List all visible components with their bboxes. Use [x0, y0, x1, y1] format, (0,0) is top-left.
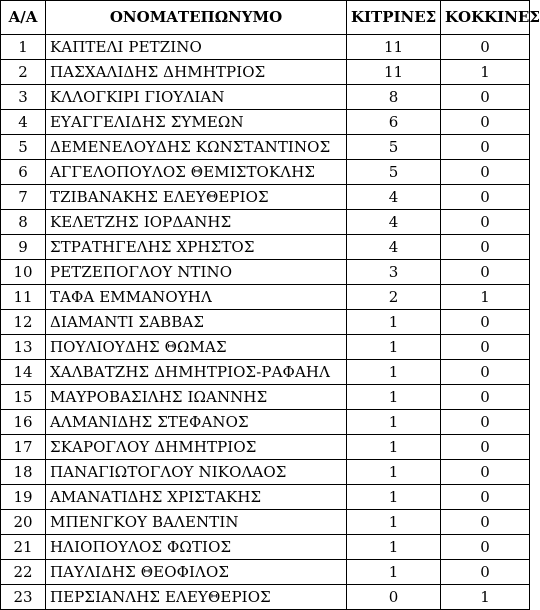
player-name: ΚΛΛΟΓΚΙΡΙ ΓΙΟΥΛΙΑΝ — [46, 85, 347, 110]
table-row — [1, 110, 530, 135]
table-header — [1, 1, 540, 35]
red-cards-count: 0 — [441, 360, 530, 385]
player-name: ΜΑΥΡΟΒΑΣΙΛΗΣ ΙΩΑΝΝΗΣ — [46, 385, 347, 410]
table-row — [1, 60, 530, 85]
red-cards-count: 0 — [441, 135, 530, 160]
yellow-cards-count: 1 — [347, 460, 441, 485]
player-name: ΤΑΦΑ ΕΜΜΑΝΟΥΗΛ — [46, 285, 347, 310]
table-row — [1, 460, 530, 485]
row-number: 1 — [1, 35, 46, 60]
table-row — [1, 510, 530, 535]
yellow-cards-count: 1 — [347, 435, 441, 460]
red-cards-count: 0 — [441, 160, 530, 185]
table-row — [1, 260, 530, 285]
table-row — [1, 310, 530, 335]
red-cards-count: 1 — [441, 60, 530, 85]
yellow-cards-count: 8 — [347, 85, 441, 110]
table-row — [1, 210, 530, 235]
player-name: ΗΛΙΟΠΟΥΛΟΣ ΦΩΤΙΟΣ — [46, 535, 347, 560]
red-cards-count: 1 — [441, 585, 530, 610]
table-row — [1, 235, 530, 260]
player-name: ΠΟΥΛΙΟΥΔΗΣ ΘΩΜΑΣ — [46, 335, 347, 360]
yellow-cards-count: 11 — [347, 35, 441, 60]
row-number: 6 — [1, 160, 46, 185]
row-number: 17 — [1, 435, 46, 460]
red-cards-count: 0 — [441, 460, 530, 485]
table-row — [1, 160, 530, 185]
player-name: ΡΕΤΖΕΠΟΓΛΟΥ ΝΤΙΝΟ — [46, 260, 347, 285]
yellow-cards-count: 5 — [347, 135, 441, 160]
table-row — [1, 385, 530, 410]
player-name: ΣΚΑΡΟΓΛΟΥ ΔΗΜΗΤΡΙΟΣ — [46, 435, 347, 460]
red-cards-count: 0 — [441, 110, 530, 135]
yellow-cards-count: 6 — [347, 110, 441, 135]
row-number: 10 — [1, 260, 46, 285]
red-cards-count: 0 — [441, 435, 530, 460]
yellow-cards-count: 4 — [347, 185, 441, 210]
red-cards-count: 0 — [441, 235, 530, 260]
player-name: ΠΑΥΛΙΔΗΣ ΘΕΟΦΙΛΟΣ — [46, 560, 347, 585]
yellow-cards-count: 1 — [347, 385, 441, 410]
player-name: ΕΥΑΓΓΕΛΙΔΗΣ ΣΥΜΕΩΝ — [46, 110, 347, 135]
yellow-cards-count: 4 — [347, 235, 441, 260]
row-number: 16 — [1, 410, 46, 435]
header-yellow-cards: ΚΙΤΡΙΝΕΣ — [347, 1, 441, 35]
player-name: ΠΑΝΑΓΙΩΤΟΓΛΟΥ ΝΙΚΟΛΑΟΣ — [46, 460, 347, 485]
player-name: ΠΑΣΧΑΛΙΔΗΣ ΔΗΜΗΤΡΙΟΣ — [46, 60, 347, 85]
header-red-cards: ΚΟΚΚΙΝΕΣ — [441, 1, 530, 35]
header-aa: Α/Α — [1, 1, 46, 35]
red-cards-count: 0 — [441, 210, 530, 235]
table-row — [1, 335, 530, 360]
header-name: ΟΝΟΜΑΤΕΠΩΝΥΜΟ — [46, 1, 347, 35]
player-name: ΜΠΕΝΓΚΟΥ ΒΑΛΕΝΤΙΝ — [46, 510, 347, 535]
row-number: 5 — [1, 135, 46, 160]
yellow-cards-count: 4 — [347, 210, 441, 235]
yellow-cards-count: 5 — [347, 160, 441, 185]
player-name: ΧΑΛΒΑΤΖΗΣ ΔΗΜΗΤΡΙΟΣ-ΡΑΦΑΗΛ — [46, 360, 347, 385]
red-cards-count: 1 — [441, 285, 530, 310]
table-row — [1, 185, 530, 210]
player-name: ΚΕΛΕΤΖΗΣ ΙΟΡΔΑΝΗΣ — [46, 210, 347, 235]
player-name: ΑΓΓΕΛΟΠΟΥΛΟΣ ΘΕΜΙΣΤΟΚΛΗΣ — [46, 160, 347, 185]
header-row — [1, 1, 530, 35]
table-row — [1, 285, 530, 310]
yellow-cards-count: 11 — [347, 60, 441, 85]
row-number: 19 — [1, 485, 46, 510]
player-name: ΔΕΜΕΝΕΛΟΥΔΗΣ ΚΩΝΣΤΑΝΤΙΝΟΣ — [46, 135, 347, 160]
row-number: 7 — [1, 185, 46, 210]
yellow-cards-count: 3 — [347, 260, 441, 285]
red-cards-count: 0 — [441, 335, 530, 360]
yellow-cards-count: 1 — [347, 485, 441, 510]
table-row — [1, 560, 530, 585]
red-cards-count: 0 — [441, 535, 530, 560]
red-cards-count: 0 — [441, 35, 530, 60]
player-name: ΑΛΜΑΝΙΔΗΣ ΣΤΕΦΑΝΟΣ — [46, 410, 347, 435]
row-number: 11 — [1, 285, 46, 310]
row-number: 14 — [1, 360, 46, 385]
row-number: 18 — [1, 460, 46, 485]
yellow-cards-count: 1 — [347, 335, 441, 360]
table-row — [1, 135, 530, 160]
player-name: ΚΑΠΤΕΛΙ ΡΕΤΖΙΝΟ — [46, 35, 347, 60]
yellow-cards-count: 1 — [347, 510, 441, 535]
red-cards-count: 0 — [441, 560, 530, 585]
row-number: 23 — [1, 585, 46, 610]
red-cards-count: 0 — [441, 85, 530, 110]
red-cards-count: 0 — [441, 410, 530, 435]
row-number: 12 — [1, 310, 46, 335]
player-name: ΔΙΑΜΑΝΤΙ ΣΑΒΒΑΣ — [46, 310, 347, 335]
red-cards-count: 0 — [441, 485, 530, 510]
player-name: ΠΕΡΣΙΑΝΛΗΣ ΕΛΕΥΘΕΡΙΟΣ — [46, 585, 347, 610]
yellow-cards-count: 2 — [347, 285, 441, 310]
row-number: 2 — [1, 60, 46, 85]
table-row — [1, 85, 530, 110]
red-cards-count: 0 — [441, 510, 530, 535]
table-row — [1, 360, 530, 385]
row-number: 4 — [1, 110, 46, 135]
red-cards-count: 0 — [441, 260, 530, 285]
row-number: 22 — [1, 560, 46, 585]
table-row — [1, 535, 530, 560]
table-row — [1, 410, 530, 435]
red-cards-count: 0 — [441, 385, 530, 410]
yellow-cards-count: 1 — [347, 560, 441, 585]
row-number: 15 — [1, 385, 46, 410]
table-row — [1, 585, 530, 610]
row-number: 20 — [1, 510, 46, 535]
yellow-cards-count: 0 — [347, 585, 441, 610]
row-number: 8 — [1, 210, 46, 235]
row-number: 9 — [1, 235, 46, 260]
red-cards-count: 0 — [441, 185, 530, 210]
player-name: ΑΜΑΝΑΤΙΔΗΣ ΧΡΙΣΤΑΚΗΣ — [46, 485, 347, 510]
yellow-cards-count: 1 — [347, 360, 441, 385]
table-row — [1, 35, 530, 60]
table-row — [1, 435, 530, 460]
yellow-cards-count: 1 — [347, 310, 441, 335]
row-number: 13 — [1, 335, 46, 360]
yellow-cards-count: 1 — [347, 535, 441, 560]
yellow-cards-count: 1 — [347, 410, 441, 435]
row-number: 21 — [1, 535, 46, 560]
red-cards-count: 0 — [441, 310, 530, 335]
table-row — [1, 485, 530, 510]
table-body — [1, 35, 530, 610]
player-name: ΤΖΙΒΑΝΑΚΗΣ ΕΛΕΥΘΕΡΙΟΣ — [46, 185, 347, 210]
row-number: 3 — [1, 85, 46, 110]
player-name: ΣΤΡΑΤΗΓΕΛΗΣ ΧΡΗΣΤΟΣ — [46, 235, 347, 260]
